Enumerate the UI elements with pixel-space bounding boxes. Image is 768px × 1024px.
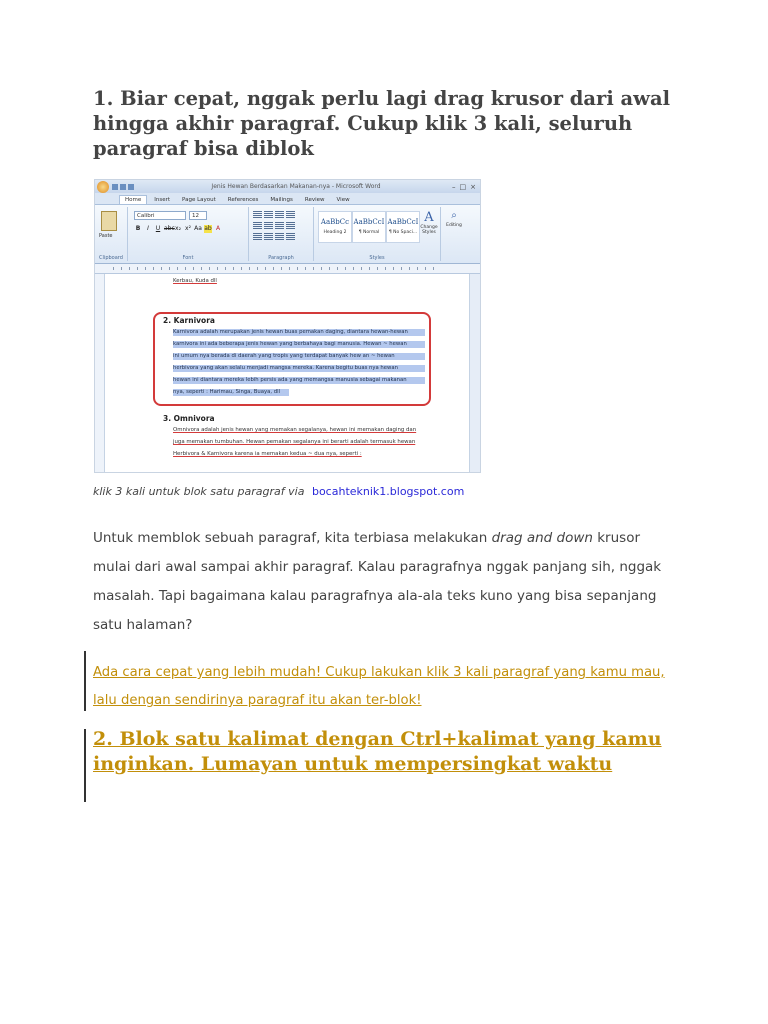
quote-bar	[84, 651, 86, 711]
emphasis-text: drag and down	[491, 530, 593, 546]
editing-icon: ⌕	[451, 210, 457, 221]
horizontal-ruler	[95, 264, 480, 274]
list-icons	[253, 211, 295, 219]
doc-line: Omnivora adalah jenis hewan yang memakan segalanya, hewan ini memakan daging dan	[173, 427, 417, 433]
maximize-icon: □	[459, 182, 467, 191]
superscript-icon: x²	[185, 225, 191, 232]
numbering-icon	[264, 211, 273, 219]
doc-line: Herbivora & Karnivora karena ia memakan kedua ~ dua nya, seperti :	[173, 451, 362, 457]
style-sample: AaBbCcI	[387, 218, 419, 226]
align-icons	[253, 222, 295, 230]
section-heading: 2. Karnivora	[163, 316, 215, 325]
editing-label: Editing	[446, 223, 462, 228]
change-case-icon: Aa	[194, 225, 202, 232]
align-right-icon	[275, 222, 284, 230]
quick-access-toolbar	[112, 184, 134, 190]
vertical-ruler	[95, 274, 105, 473]
style-no-spacing	[386, 211, 420, 243]
change-styles-button	[420, 211, 438, 235]
save-icon	[112, 184, 118, 190]
window-title: Jenis Hewan Berdasarkan Makanan-nya - Microsoft Word	[211, 183, 381, 190]
paste-icon	[101, 211, 117, 231]
pilcrow-icon	[286, 233, 295, 241]
change-styles-label: Change Styles	[420, 225, 438, 235]
clipboard-group	[95, 207, 128, 261]
group-label-styles: Styles	[369, 255, 385, 261]
align-center-icon	[264, 222, 273, 230]
format-buttons	[134, 225, 222, 233]
border-icon	[275, 233, 284, 241]
line-spacing-icon	[253, 233, 262, 241]
strikethrough-icon: abc	[164, 225, 175, 232]
ribbon	[95, 205, 480, 264]
subscript-icon: x₂	[175, 225, 181, 232]
tab-view: View	[336, 197, 350, 203]
paragraph-group	[249, 207, 314, 261]
document-area	[95, 274, 480, 473]
align-left-icon	[253, 222, 262, 230]
heading-bar	[84, 729, 86, 802]
redo-icon	[128, 184, 134, 190]
scrollbar	[469, 274, 480, 473]
styles-group	[314, 207, 441, 261]
selected-line: Karnivora adalah merupakan jenis hewan buas pemakan daging, diantara hewan-hewan	[173, 329, 425, 336]
italic-icon: I	[147, 225, 149, 232]
minimize-icon: –	[452, 182, 456, 191]
style-sample: AaBbCcI	[353, 218, 385, 226]
style-name: Heading 2	[323, 230, 347, 235]
highlight-quote[interactable]: Ada cara cepat yang lebih mudah! Cukup lakukan klik 3 kali paragraf yang kamu mau, lalu dengan sendirinya paragraf itu akan ter-blok!	[93, 665, 665, 708]
figure-caption	[93, 485, 464, 498]
multilevel-icon	[275, 211, 284, 219]
change-styles-icon: A	[424, 210, 434, 225]
style-name: ¶ Normal	[358, 230, 380, 235]
paragraph-text: Untuk memblok sebuah paragraf, kita terbiasa melakukan	[93, 530, 492, 546]
style-sample: AaBbCc	[320, 218, 350, 226]
section-heading: 3. Omnivora	[163, 414, 215, 423]
window-title-bar	[95, 180, 480, 193]
style-normal	[352, 211, 386, 243]
caption-link[interactable]: bocahteknik1.blogspot.com	[311, 485, 465, 498]
bullets-icon	[253, 211, 262, 219]
bold-icon: B	[135, 225, 141, 232]
paragraph-text: krusor mulai dari awal sampai akhir paragraf. Kalau paragrafnya nggak panjang sih, nggak masalah. Tapi bagaimana kalau paragrafnya ala-ala teks kuno yang bisa sepanjang satu halaman?	[93, 530, 662, 633]
tab-insert: Insert	[154, 197, 171, 203]
group-label-font: Font	[182, 255, 194, 261]
highlight-icon: ab	[204, 225, 212, 232]
undo-icon	[120, 184, 126, 190]
font-size-box: 12	[189, 211, 207, 220]
heading-1: 1. Biar cepat, nggak perlu lagi drag krusor dari awal hingga akhir paragraf. Cukup klik 3 kali, seluruh paragraf bisa diblok	[93, 87, 670, 160]
word-screenshot	[94, 179, 481, 473]
selected-line: nya, seperti : Harimau, Singa, Buaya, dll	[173, 389, 289, 396]
paste-label: Paste	[99, 233, 113, 239]
font-color-icon: A	[215, 225, 221, 232]
style-heading-2	[318, 211, 352, 243]
font-group	[128, 207, 249, 261]
tab-mailings: Mailings	[270, 197, 293, 203]
tab-references: References	[227, 197, 259, 203]
doc-line: Kerbau, Kuda dll	[173, 278, 217, 284]
indent-icon	[286, 211, 295, 219]
body-paragraph	[93, 524, 673, 640]
border-icons	[253, 233, 295, 241]
underline-icon: U	[155, 225, 161, 232]
selected-line: herbivora yang akan selalu menjadi mangsa mereka. Karena begitu buas nya hewan	[173, 365, 425, 372]
selected-line: ini umum nya berada di daerah yang tropis yang terdapat banyak hew an ~ hewan	[173, 353, 425, 360]
window-controls	[452, 183, 476, 191]
group-label-paragraph: Paragraph	[268, 255, 294, 261]
tab-page-layout: Page Layout	[182, 197, 216, 203]
selected-line: hewan ini diantara mereka lebih persis ada yang memangsa manusia sebagai makanan	[173, 377, 425, 384]
style-name: ¶ No Spaci...	[388, 230, 418, 235]
group-label-clipboard: Clipboard	[99, 255, 123, 261]
doc-line: juga memakan tumbuhan. Hewan pemakan segalanya ini berarti adalah termasuk hewan	[173, 439, 416, 445]
justify-icon	[286, 222, 295, 230]
heading-2[interactable]: 2. Blok satu kalimat dengan Ctrl+kalimat yang kamu inginkan. Lumayan untuk mempersingkat waktu	[93, 728, 662, 775]
shading-icon	[264, 233, 273, 241]
ribbon-tabs	[95, 193, 480, 205]
office-button-icon	[97, 181, 109, 193]
font-name-box: Calibri	[134, 211, 186, 220]
editing-button	[442, 209, 466, 228]
selected-line: karnivora ini ada beberapa jenis hewan yang berbahaya bagi manusia. Hewan ~ hewan	[173, 341, 425, 348]
tab-review: Review	[304, 197, 325, 203]
caption-text: klik 3 kali untuk blok satu paragraf via	[93, 485, 305, 498]
tab-home: Home	[119, 195, 147, 204]
close-icon: ×	[470, 182, 476, 191]
